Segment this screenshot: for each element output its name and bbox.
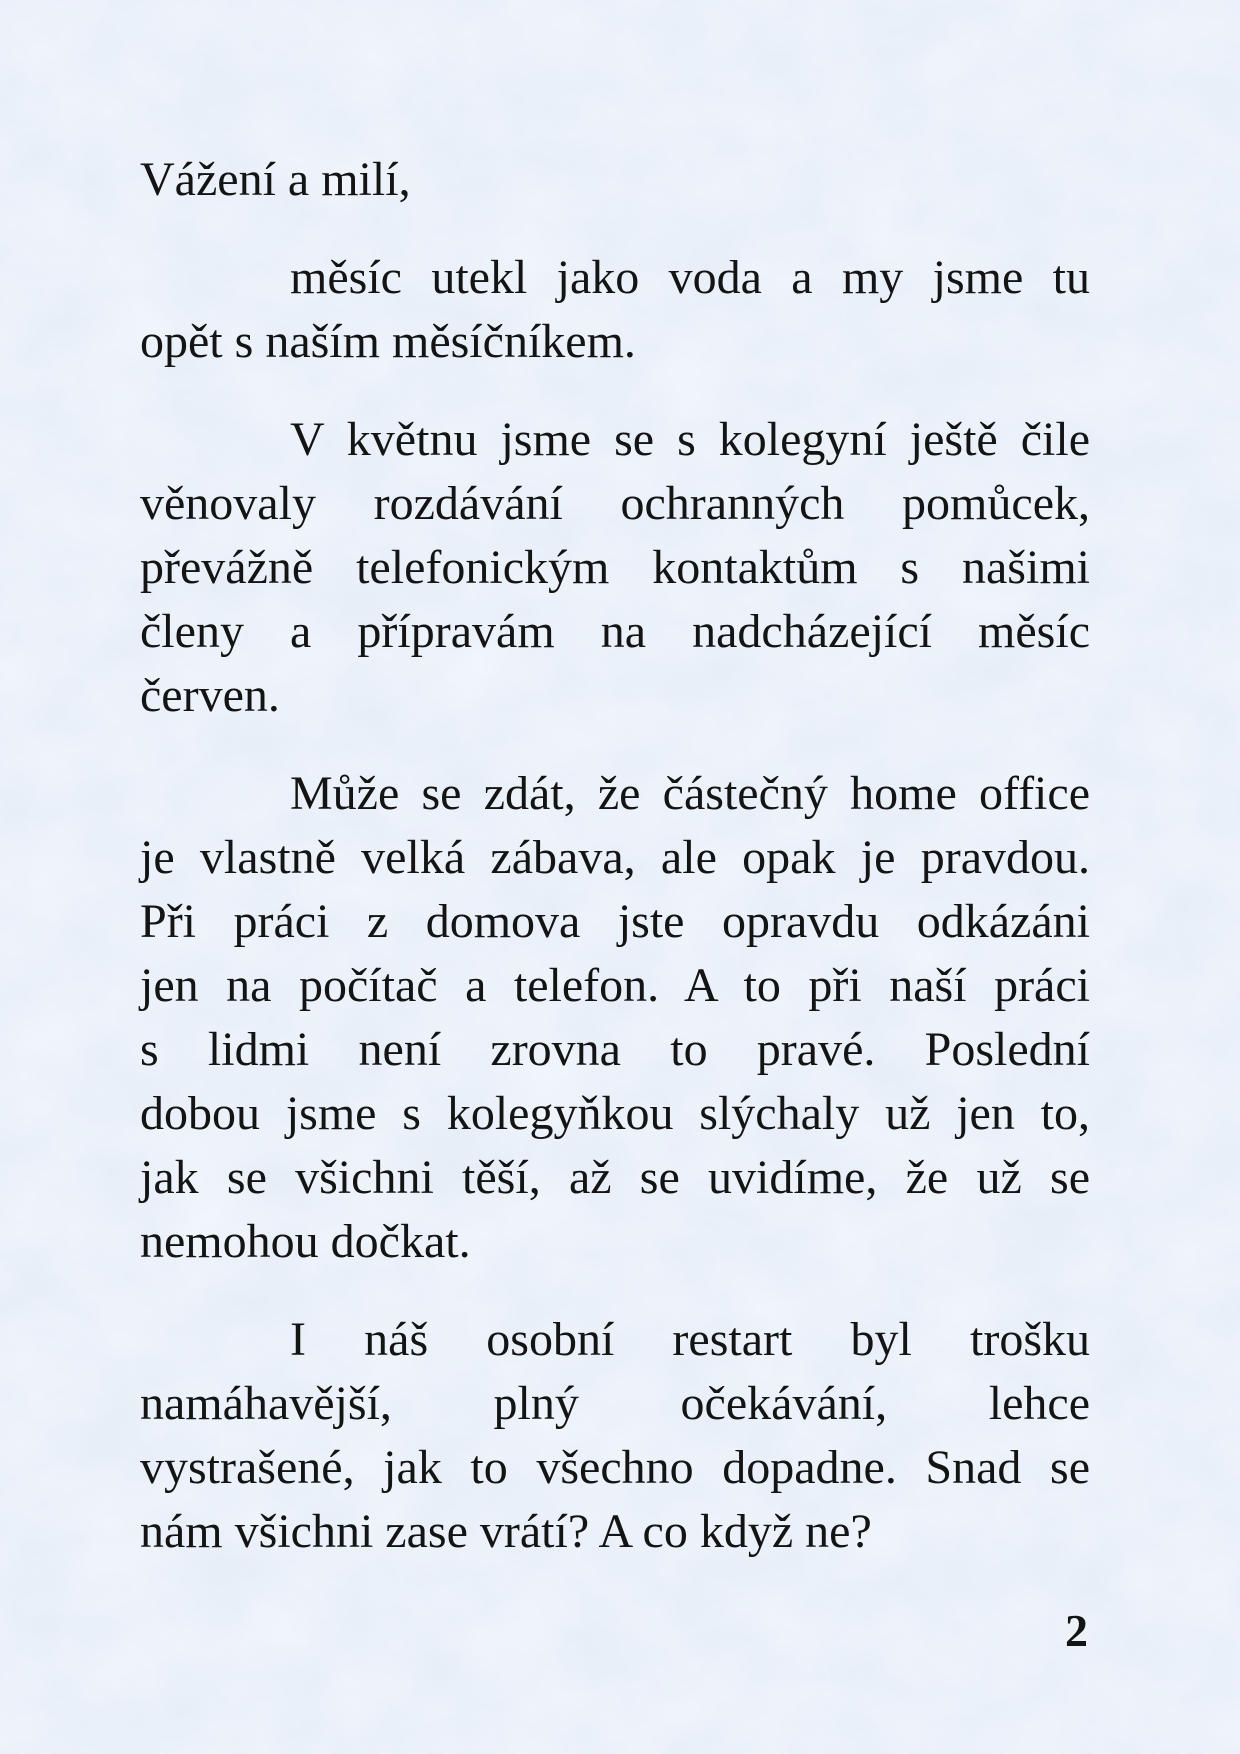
- text-line: je vlastně velká zábava, ale opak je pravdou.: [140, 831, 1090, 884]
- text-line: červen.: [140, 669, 280, 722]
- salutation: Vážení a milí,: [140, 153, 411, 206]
- text-line: jen na počítač a telefon. A to při naší práci: [140, 959, 1090, 1012]
- text-line: I náš osobní restart byl trošku: [290, 1313, 1090, 1366]
- text-line: členy a přípravám na nadcházející měsíc: [140, 605, 1090, 658]
- paragraph-3: [140, 762, 1090, 1274]
- text-line: nám všichni zase vrátí? A co když ne?: [140, 1505, 872, 1558]
- paragraph-2: [140, 408, 1090, 728]
- text-line: převážně telefonickým kontaktům s našimi: [140, 541, 1090, 594]
- text-line: opět s naším měsíčníkem.: [140, 315, 636, 368]
- page-number: 2: [1065, 1605, 1088, 1656]
- text-line: Může se zdát, že částečný home office: [290, 767, 1090, 820]
- text-line: Při práci z domova jste opravdu odkázáni: [140, 895, 1090, 948]
- text-line: nemohou dočkat.: [140, 1215, 471, 1268]
- paragraph-4: [140, 1308, 1090, 1564]
- text-line: jak se všichni těší, až se uvidíme, že už se: [140, 1151, 1090, 1204]
- text-line: věnovaly rozdávání ochranných pomůcek,: [140, 477, 1090, 530]
- paragraph-1: [140, 246, 1090, 374]
- text-line: vystrašené, jak to všechno dopadne. Snad se: [140, 1441, 1090, 1494]
- text-line: s lidmi není zrovna to pravé. Poslední: [140, 1023, 1090, 1076]
- text-line: namáhavější, plný očekávání, lehce: [140, 1377, 1090, 1430]
- text-line: V květnu jsme se s kolegyní ještě čile: [290, 413, 1090, 466]
- text-line: dobou jsme s kolegyňkou slýchaly už jen to,: [140, 1087, 1090, 1140]
- page-content: [140, 148, 1090, 1663]
- text-line: měsíc utekl jako voda a my jsme tu: [290, 251, 1090, 304]
